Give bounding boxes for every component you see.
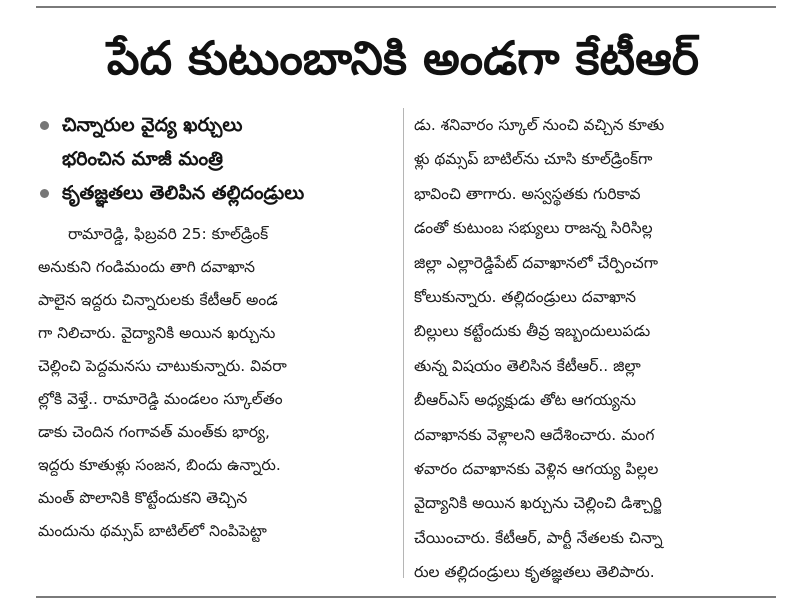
article-line: డంతో కుటుంబ సభ్యులు రాజన్న సిరిసిల్ల xyxy=(414,219,653,238)
article-line: ళ్లు థమ్సప్ బాటిల్‌ను చూసి కూల్‌డ్రింక్‌గా xyxy=(414,150,653,169)
top-rule xyxy=(36,6,776,8)
article-line: భావించి తాగారు. అస్వస్థతకు గురికావ xyxy=(414,184,641,203)
article-line: రామారెడ్డి, ఫిబ్రవరి 25: కూల్‌డ్రింక్ xyxy=(68,225,269,243)
article-line: జిల్లా ఎల్లారెడ్డిపేట్ దవాఖానలో చేర్పించగా xyxy=(414,253,658,272)
article-line: చేయించారు. కేటీఆర్, పార్టీ నేతలకు చిన్నా xyxy=(414,528,663,547)
article-line: మందును థమ్సప్ బాటిల్‌లో నింపిపెట్టా xyxy=(38,522,267,540)
article-line: ఇద్దరు కూతుళ్లు సంజన, బిందు ఉన్నారు. xyxy=(38,456,281,474)
article-line: అనుకుని గండిమందు తాగి దవాఖాన xyxy=(38,258,255,276)
column-divider xyxy=(403,108,404,578)
bullet-dot-icon xyxy=(40,121,49,130)
article-line: చెల్లించి పెద్దమనసు చాటుకున్నారు. వివరా xyxy=(38,357,287,375)
article-line: డు. శనివారం స్కూల్ నుంచి వచ్చిన కూతు xyxy=(414,116,665,134)
article-line: బీఆర్ఎస్ అధ్యక్షుడు తోట ఆగయ్యను xyxy=(414,391,636,410)
article-line: మంత్ పొలానికి కొట్టేందుకని తెచ్చిన xyxy=(38,489,248,507)
bottom-rule xyxy=(36,596,776,598)
highlight-line: చిన్నారుల వైద్య ఖర్చులు xyxy=(62,114,243,136)
article-line: కోలుకున్నారు. తల్లిదండ్రులు దవాఖాన xyxy=(414,287,637,306)
highlight-line: కృతజ్ఞతలు తెలిపిన తల్లిదండ్రులు xyxy=(62,182,305,204)
article-line: బిల్లులు కట్టేందుకు తీవ్ర ఇబ్బందులుపడు xyxy=(414,322,651,341)
left-column-text xyxy=(38,218,394,548)
article-line: దవాఖానకు వెళ్లాలని ఆదేశించారు. మంగ xyxy=(414,425,655,444)
article-line: ల్లోకి వెళ్తే.. రామారెడ్డి మండలం స్కూల్‌తం xyxy=(38,390,283,408)
article-line: గా నిలిచారు. వైద్యానికి అయిన ఖర్చును xyxy=(38,324,276,342)
left-column xyxy=(38,108,394,548)
highlight-item xyxy=(38,176,394,210)
headline: పేద కుటుంబానికి అండగా కేటీఆర్ xyxy=(106,31,700,85)
article-line: తున్న విషయం తెలిసిన కేటీఆర్.. జిల్లా xyxy=(414,356,641,375)
highlight-item xyxy=(38,108,394,176)
article-line: డాకు చెందిన గంగావత్ మంత్‌కు భార్య, xyxy=(38,423,270,441)
article-line: రుల తల్లిదండ్రులు కృతజ్ఞతలు తెలిపారు. xyxy=(414,563,655,582)
article-line: ళవారం దవాఖానకు వెళ్లిన ఆగయ్య పిల్లల xyxy=(414,459,659,478)
highlight-line: భరించిన మాజీ మంత్రి xyxy=(62,148,223,170)
article-line: పాలైన ఇద్దరు చిన్నారులకు కేటీఆర్ అండ xyxy=(38,291,278,309)
highlights-list xyxy=(38,108,394,210)
article-line: వైద్యానికి అయిన ఖర్చును చెల్లించి డిశ్చార్జి xyxy=(414,494,662,513)
bullet-dot-icon xyxy=(40,189,49,198)
right-column xyxy=(414,108,764,589)
